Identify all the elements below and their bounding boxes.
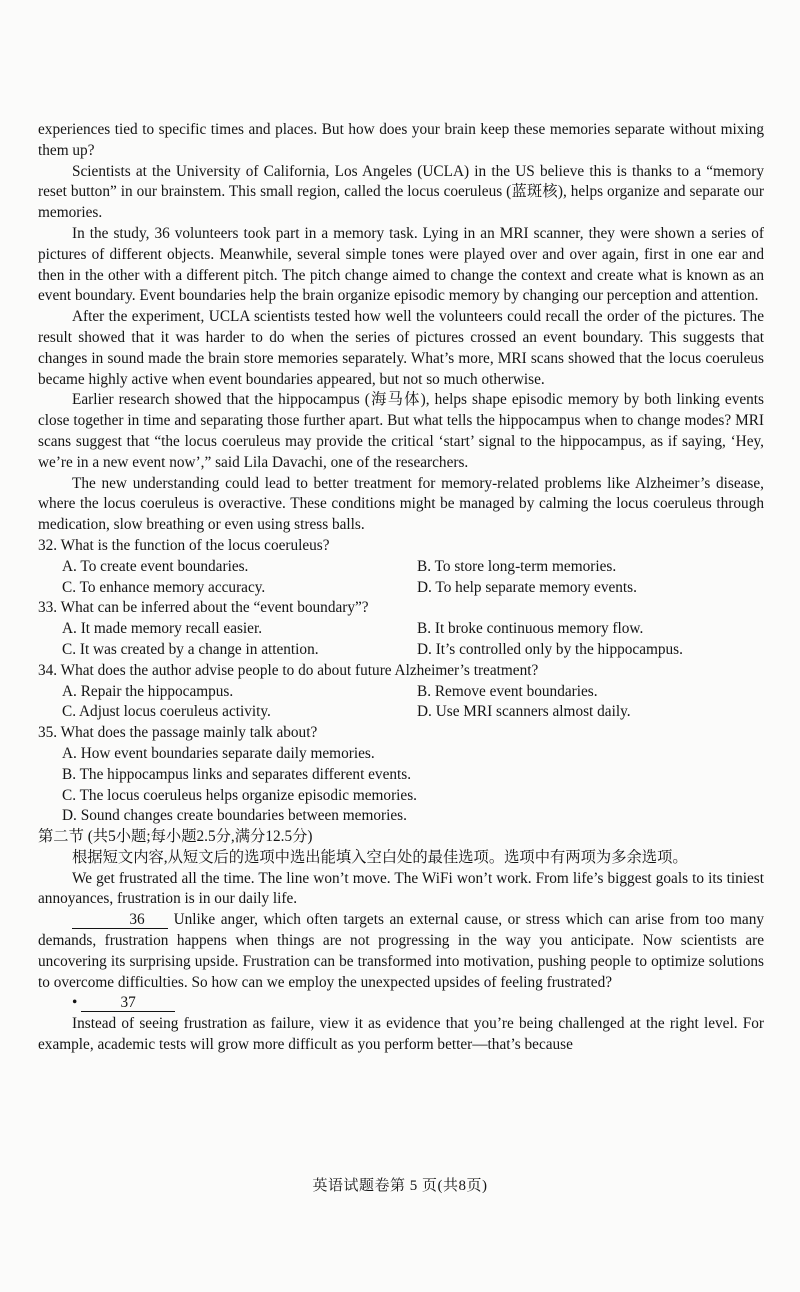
options <box>38 682 764 724</box>
option-b: B. To store long-term memories. <box>417 557 617 575</box>
option-c: C. Adjust locus coeruleus activity. <box>62 703 271 721</box>
blank-36: 36 <box>72 911 168 929</box>
option-a: A. It made memory recall easier. <box>62 620 263 638</box>
passage-paragraph-1: experiences tied to specific times and places. But how does your brain keep these memories separate without mixing them up? <box>38 121 764 159</box>
question-34 <box>38 661 764 723</box>
section-heading: 第二节 (共5小题;每小题2.5分,满分12.5分) <box>38 828 313 846</box>
options <box>38 557 764 599</box>
section-instruction: 根据短文内容,从短文后的选项中选出能填入空白处的最佳选项。选项中有两项为多余选项。 <box>72 848 688 866</box>
option-d: D. Sound changes create boundaries between memories. <box>62 807 407 825</box>
page-content <box>38 120 764 1056</box>
question-stem: 32. What is the function of the locus coeruleus? <box>38 536 330 554</box>
option-d: D. It’s controlled only by the hippocampus. <box>417 640 683 658</box>
options <box>38 744 764 827</box>
option-a: A. How event boundaries separate daily memories. <box>62 744 375 762</box>
option-a: A. Repair the hippocampus. <box>62 682 234 700</box>
passage-paragraph-3: In the study, 36 volunteers took part in a memory task. Lying in an MRI scanner, they were shown a series of pictures of different objects. Meanwhile, several simple tones were played over and over again, first in one ear and then in the other with a different pitch. The pitch change aimed to change the context and create what is known as an event boundary. Event boundaries help the brain organize episodic memory by changing our perception and attention. <box>38 224 764 305</box>
passage-paragraph-4: After the experiment, UCLA scientists tested how well the volunteers could recall the order of the pictures. The result showed that it was harder to do when the series of pictures crossed an event boundary. This suggests that changes in sound made the brain store memories separately. What’s more, MRI scans showed that the locus coeruleus became highly active when event boundaries appeared, but not so much otherwise. <box>38 308 764 388</box>
option-b: B. Remove event boundaries. <box>417 682 598 700</box>
question-35 <box>38 723 764 827</box>
cloze-paragraph-1: We get frustrated all the time. The line won’t move. The WiFi won’t work. From life’s biggest goals to its tiniest annoyances, frustration is in our daily life. <box>38 869 764 908</box>
option-c: C. To enhance memory accuracy. <box>62 578 266 596</box>
question-stem: 34. What does the author advise people to do about future Alzheimer’s treatment? <box>38 661 539 679</box>
bullet: • <box>72 994 78 1012</box>
option-b: B. It broke continuous memory flow. <box>417 620 644 638</box>
question-33 <box>38 598 764 660</box>
cloze-bullet-line <box>38 993 764 1014</box>
option-d: D. To help separate memory events. <box>417 578 637 596</box>
option-b: B. The hippocampus links and separates different events. <box>62 765 412 783</box>
passage-paragraph-5: Earlier research showed that the hippocampus (海马体), helps shape episodic memory by both linking events close together in time and separating those further apart. But what tells the hippocampus when to change modes? MRI scans suggest that “the locus coeruleus may provide the critical ‘start’ signal to the hippocampus, as if saying, ‘Hey, we’re in a new event now’,” said Lila Davachi, one of the researchers. <box>38 391 764 471</box>
page-footer: 英语试题卷第 5 页(共8页) <box>312 1178 488 1194</box>
options <box>38 619 764 661</box>
option-c: C. It was created by a change in attention. <box>62 640 319 658</box>
cloze-paragraph-2 <box>38 910 764 993</box>
question-32 <box>38 536 764 598</box>
option-a: A. To create event boundaries. <box>62 557 249 575</box>
passage-paragraph-6: The new understanding could lead to better treatment for memory-related problems like Alzheimer’s disease, where the locus coeruleus is overactive. These conditions might be managed by calming the locus coeruleus through medication, slow breathing or even using stress balls. <box>38 474 764 534</box>
question-stem: 33. What can be inferred about the “event boundary”? <box>38 599 369 617</box>
blank-37: 37 <box>81 994 175 1012</box>
question-stem: 35. What does the passage mainly talk about? <box>38 724 318 742</box>
cloze-paragraph-2-text: Unlike anger, which often targets an external cause, or stress which can arise from too many demands, frustration happens when things are not progressing in the way you anticipate. Now scientists are uncovering its surprising upside. Frustration can be transformed into motivation, pushing people to optimize solutions to overcome difficulties. So how can we employ the unexpected upsides of feeling frustrated? <box>38 911 765 991</box>
option-d: D. Use MRI scanners almost daily. <box>417 703 631 721</box>
option-c: C. The locus coeruleus helps organize episodic memories. <box>62 786 417 804</box>
passage-paragraph-2: Scientists at the University of California, Los Angeles (UCLA) in the US believe this is thanks to a “memory reset button” in our brainstem. This small region, called the locus coeruleus (蓝斑核), helps organize and separate our memories. <box>38 162 764 222</box>
cloze-paragraph-3: Instead of seeing frustration as failure, view it as evidence that you’re being challenged at the right level. For example, academic tests will grow more difficult as you perform better—that’s because <box>38 1015 764 1054</box>
